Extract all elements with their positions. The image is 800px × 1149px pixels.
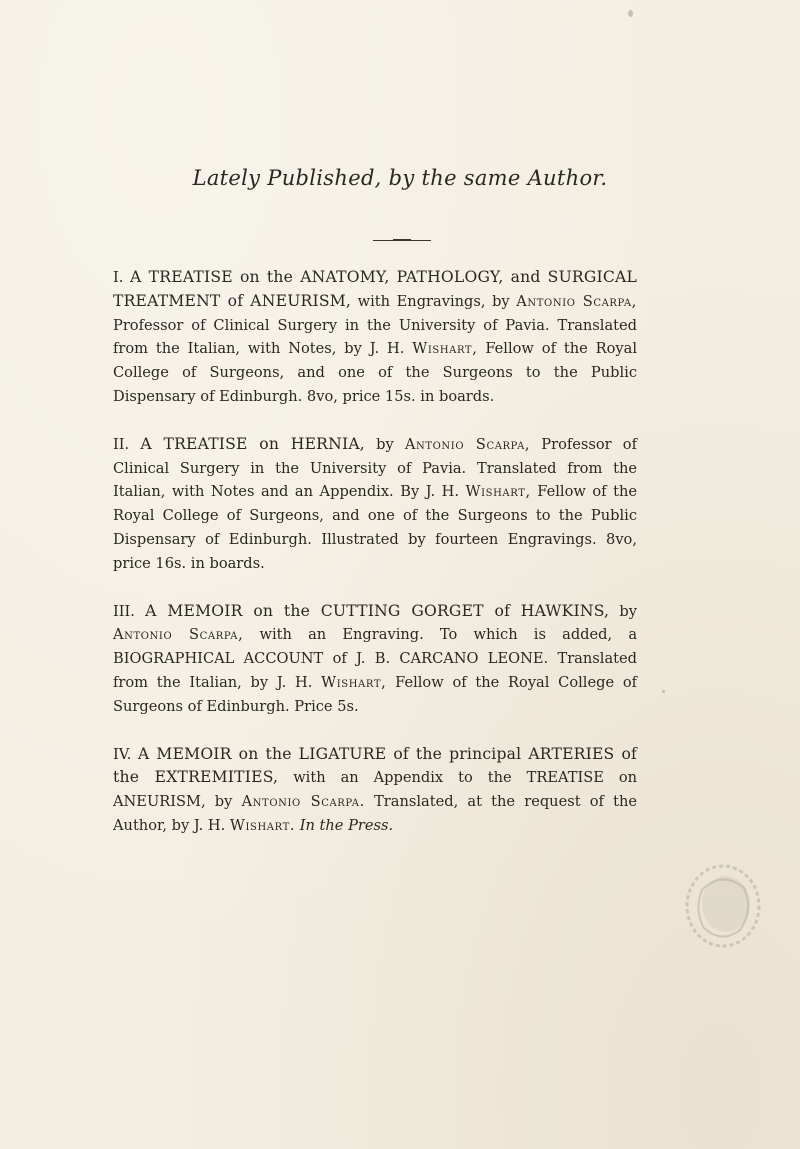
publication-entry <box>113 433 637 576</box>
entry-text: Professor of Clinical Surgery in the University of Pavia. Translated from the Italian, with Notes and an Appendix. By J. H. <box>113 435 637 501</box>
entry-text: Professor of Clinical Surgery in the University of Pavia. Translated from the Italian, with Notes, by J. H. <box>113 316 637 358</box>
entry-translator: Wishart, <box>321 673 387 691</box>
entry-author: Antonio Scarpa, <box>113 626 244 644</box>
entry-author: Antonio Scarpa. <box>241 793 365 811</box>
entry-number: IV. <box>113 745 132 763</box>
entry-title: A MEMOIR on the CUTTING GORGET of HAWKINS, <box>145 601 610 620</box>
publication-entry <box>113 743 637 838</box>
publication-list <box>113 266 637 862</box>
page-heading: Lately Published, by the same Author. <box>192 166 608 190</box>
entry-text: Fellow of the Royal College of Surgeons of Edinburgh. Price 5s. <box>113 673 638 715</box>
entry-text: Fellow of the Royal College of Surgeons, and one of the Surgeons to the Public Dispensary of Edinburgh. 8vo, price 15s. in boards. <box>113 340 638 405</box>
ink-speck <box>628 10 633 17</box>
entry-translator: Wishart, <box>412 340 478 358</box>
entry-text: by <box>619 602 638 620</box>
entry-author: Antonio Scarpa, <box>404 435 531 453</box>
entry-author: Antonio Scarpa, <box>516 292 637 310</box>
entry-text: Fellow of the Royal College of Surgeons, and one of the Surgeons to the Public Dispensary of Edinburgh. Illustrated by fourteen Engravings. 8vo, price 16s. in boards. <box>113 483 637 572</box>
library-stamp-stain <box>682 860 764 952</box>
entry-title: A TREATISE on HERNIA, <box>140 434 365 453</box>
entry-text: with Engravings, by <box>357 292 510 310</box>
entry-title: A MEMOIR on the LIGATURE of the principal ARTERIES of the EXTREMITIES, <box>113 744 638 787</box>
entry-text: with an Appendix to the TREATISE on ANEURISM, by <box>113 769 638 811</box>
entry-number: II. <box>113 435 130 453</box>
decorative-rule <box>373 240 431 241</box>
entry-title: A TREATISE on the ANATOMY, PATHOLOGY, and SURGICAL TREATMENT of ANEURISM, <box>113 268 638 310</box>
publication-entry <box>113 600 637 719</box>
entry-number: I. <box>113 269 124 286</box>
entry-text: with an Engraving. To which is added, a BIOGRAPHICAL ACCOUNT of J. B. CARCANO LEONE. Translated from the Italian, by J. H. <box>113 626 638 691</box>
entry-translator: Wishart, <box>465 483 531 501</box>
entry-text: by <box>376 435 394 453</box>
ink-speck <box>662 690 665 693</box>
publication-entry <box>113 266 637 409</box>
entry-translator: Wishart. <box>229 816 296 834</box>
entry-text: Translated, at the request of the Author, by J. H. <box>113 793 638 834</box>
entry-status-note: In the Press. <box>299 816 394 834</box>
entry-number: III. <box>113 602 135 620</box>
